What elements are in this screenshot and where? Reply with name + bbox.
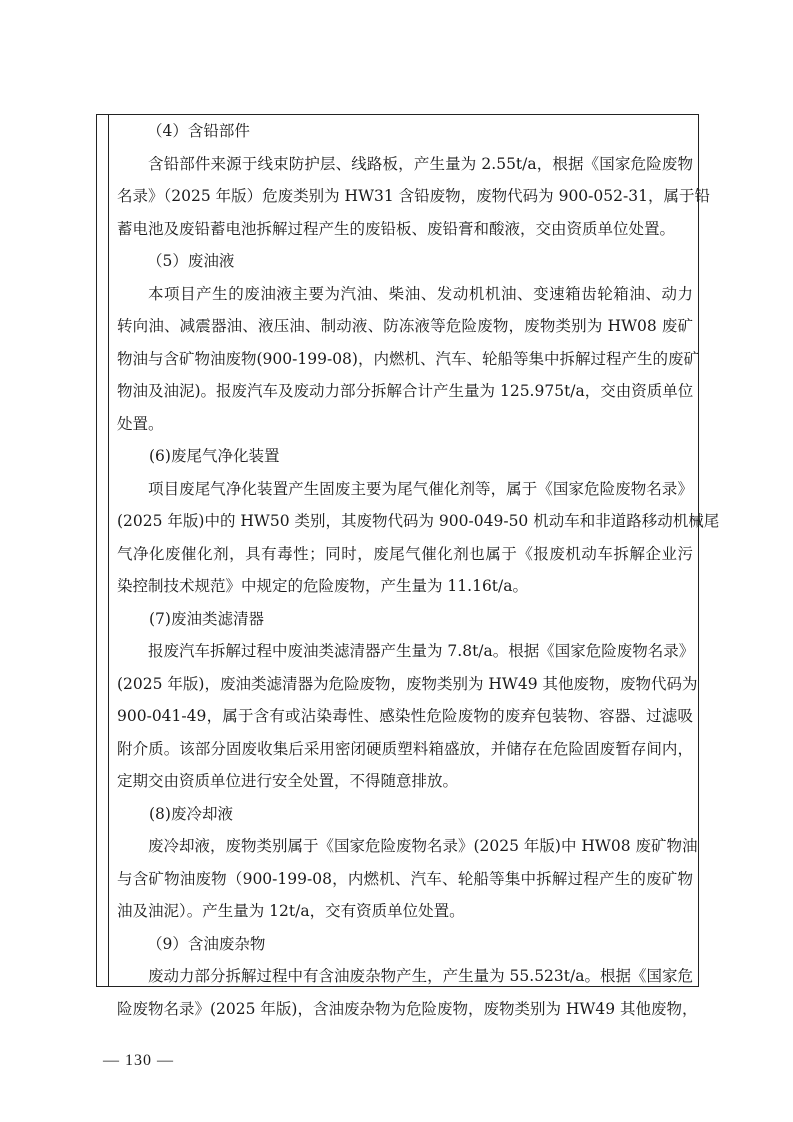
section-heading: （9）含油废杂物 [147,934,266,953]
page-number: — 130 — [103,1052,174,1069]
paragraph-line: 转向油、减震器油、液压油、制动液、防冻液等危险废物，废物类别为 HW08 废矿 [117,317,693,335]
document-body [117,115,720,1025]
paragraph-line: 物油及油泥)。报废汽车及废动力部分拆解合计产生量为 125.975t/a，交由资质单位 [117,382,694,400]
section-paragraph [117,148,710,246]
table-column-divider [108,114,109,987]
paragraph-line: 含铅部件来源于线束防护层、线路板，产生量为 2.55t/a，根据《国家危险废物 [148,154,693,173]
paragraph-line: 与含矿物油废物（900-199-08，内燃机、汽车、轮船等集中拆解过程产生的废矿物 [117,869,693,888]
paragraph-line: 气净化废催化剂，具有毒性；同时，废尾气催化剂也属于《报废机动车拆解企业污 [117,544,693,563]
paragraph-line: 险废物名录》(2025 年版)，含油废杂物为危险废物，废物类别为 HW49 其他废物， [117,999,698,1018]
paragraph-line: 蓄电池及废铅蓄电池拆解过程产生的废铅板、废铅膏和酸液，交由资质单位处置。 [117,219,676,238]
paragraph-line: 废冷却液，废物类别属于《国家危险废物名录》(2025 年版)中 HW08 废矿物油 [148,837,698,855]
paragraph-line: (2025 年版)中的 HW50 类别，其废物代码为 900-049-50 机动车和非道路移动机械尾 [117,512,720,530]
paragraph-line: 处置。 [117,414,164,433]
section-heading: (7)废油类滤清器 [149,609,264,628]
paragraph-line: 物油与含矿物油废物(900-199-08)，内燃机、汽车、轮船等集中拆解过程产生的废矿 [117,349,699,368]
paragraph-line: 报废汽车拆解过程中废油类滤清器产生量为 7.8t/a。根据《国家危险废物名录》 [148,642,695,660]
section-paragraph [117,830,698,928]
paragraph-line: (2025 年版)，废油类滤清器为危险废物，废物类别为 HW49 其他废物，废物代码为 [117,674,698,693]
paragraph-line: 900-041-49，属于含有或沾染毒性、感染性危险废物的废弃包装物、容器、过滤吸 [117,707,693,725]
section-heading: (6)废尾气净化装置 [149,447,280,465]
paragraph-line: 附介质。该部分固废收集后采用密闭硬质塑料箱盛放，并储存在危险固废暂存间内， [117,739,693,758]
section-heading: （4）含铅部件 [147,122,250,140]
section-paragraph [117,960,698,1025]
section-heading: （5）废油液 [147,252,235,270]
paragraph-line: 定期交由资质单位进行安全处置，不得随意排放。 [117,772,459,790]
paragraph-line: 废动力部分拆解过程中有含油废杂物产生，产生量为 55.523t/a。根据《国家危 [148,967,693,985]
paragraph-line: 项目废尾气净化装置产生固废主要为尾气催化剂等，属于《国家危险废物名录》 [148,479,693,498]
section-heading: (8)废冷却液 [149,804,233,823]
section-paragraph [117,635,698,798]
section-paragraph [117,278,699,441]
paragraph-line: 本项目产生的废油液主要为汽油、柴油、发动机机油、变速箱齿轮箱油、动力 [148,284,693,303]
section-paragraph [117,473,720,603]
paragraph-line: 油及油泥）。产生量为 12t/a，交有资质单位处置。 [117,902,465,920]
paragraph-line: 名录》（2025 年版）危废类别为 HW31 含铅废物，废物代码为 900-052-31，属于铅 [117,187,710,205]
paragraph-line: 染控制技术规范》中规定的危险废物，产生量为 11.16t/a。 [117,577,528,595]
